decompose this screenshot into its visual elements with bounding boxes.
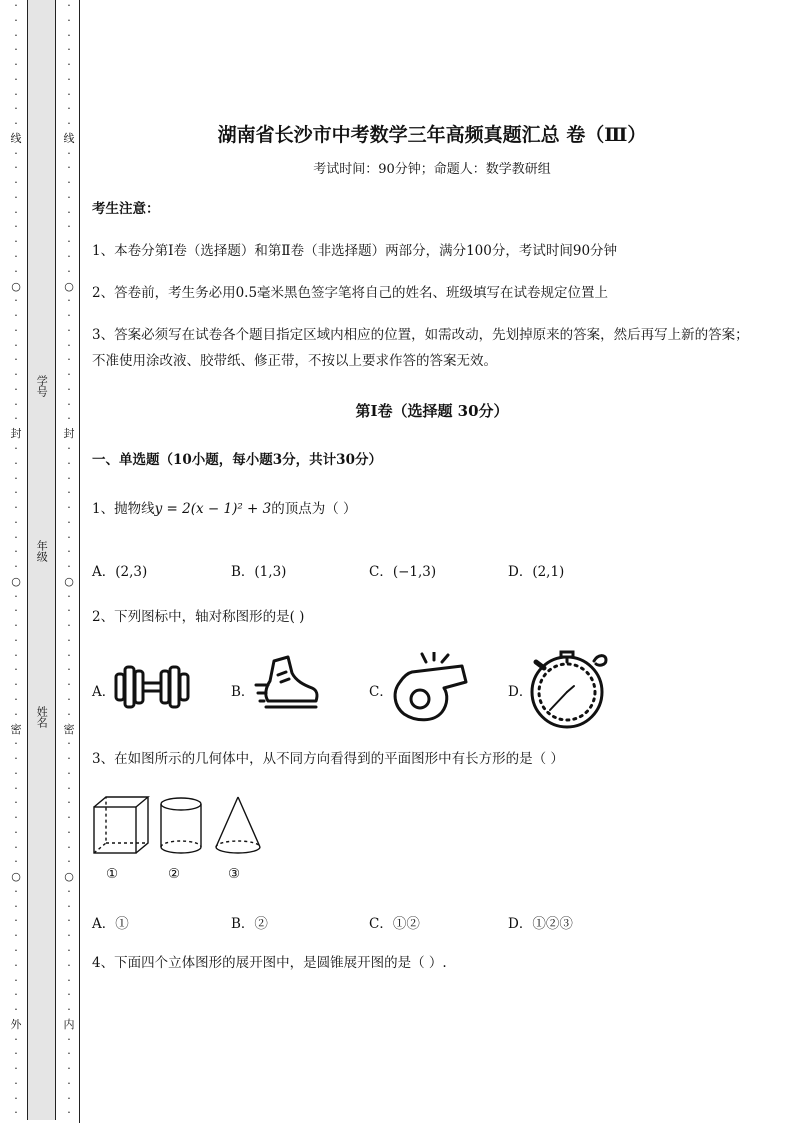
outer-margin-label-5: ○ [11,870,21,884]
inner-margin-dot: · [67,1106,71,1120]
inner-margin-dot: · [67,899,71,913]
sneaker-icon [254,655,320,717]
notice-item-2: 2、答卷前，考生务必用0.5毫米黑色签字笔将自己的姓名、班级填写在试卷规定位置上 [92,285,609,301]
figure-label-3: ③ [228,866,241,882]
outer-margin-dot: · [14,412,18,426]
outer-margin-dot: · [14,663,18,677]
inner-margin-dot: · [67,501,71,515]
inner-margin-dot: · [67,633,71,647]
outer-margin-dot: · [14,382,18,396]
inner-margin-dot: · [67,929,71,943]
outer-margin-dot: · [14,161,18,175]
inner-margin-dot: · [67,1003,71,1017]
outer-margin-dot: · [14,515,18,529]
outer-margin-dot: · [14,737,18,751]
outer-margin-dot: · [14,176,18,190]
q3-option-a[interactable]: A．① [92,916,129,932]
inner-margin-dot: · [67,811,71,825]
inner-margin-dot: · [67,412,71,426]
inner-margin-dot: · [67,220,71,234]
inner-margin-label-5: ○ [64,870,74,884]
outer-margin-dot: · [14,456,18,470]
inner-margin-dot: · [67,102,71,116]
inner-margin-dot: · [67,1076,71,1090]
outer-margin-dot: · [14,811,18,825]
outer-margin-dot: · [14,884,18,898]
inner-margin-dot: · [67,368,71,382]
outer-margin-dot: · [14,323,18,337]
inner-margin-dot: · [67,663,71,677]
outer-margin-label-0: 线 [10,131,22,145]
inner-margin-dot: · [67,840,71,854]
inner-margin-dot: · [67,117,71,131]
inner-margin-dot: · [67,1091,71,1105]
inner-margin-dot: · [67,692,71,706]
inner-margin-dot: · [67,545,71,559]
outer-margin-dot: · [14,87,18,101]
inner-margin-dot: · [67,397,71,411]
field-xuehao [27,375,56,403]
inner-margin-dot: · [67,309,71,323]
outer-margin-dot: · [14,264,18,278]
inner-margin-dot: · [67,737,71,751]
outer-margin-label-4: 密 [10,722,22,736]
outer-margin-dot: · [14,825,18,839]
outer-margin-label-2: 封 [10,427,22,441]
outer-margin-dot: · [14,235,18,249]
inner-margin-dot: · [67,1032,71,1046]
field-xingming [27,706,56,734]
inner-margin-label-6: 内 [63,1017,75,1031]
cube-figure [92,795,152,857]
outer-margin-dot: · [14,338,18,352]
inner-margin-dot: · [67,0,71,12]
outer-margin-dot: · [14,944,18,957]
field-label-text: 年级 [35,540,49,562]
outer-margin-dot: · [14,766,18,780]
inner-margin-label-2: 封 [63,427,75,441]
inner-margin-dot: · [67,678,71,692]
outer-margin-dot: · [14,855,18,869]
outer-margin-dot: · [14,707,18,721]
inner-margin-dot: · [67,707,71,721]
q2-option-d[interactable]: D． [508,684,533,700]
cylinder-figure [158,795,204,857]
question-1-suffix: 的顶点为（ ） [271,501,357,517]
inner-margin-dot: · [67,884,71,898]
outer-margin-dot: · [14,250,18,264]
outer-margin-dot: · [14,619,18,633]
inner-margin-dot: · [67,973,71,987]
inner-margin-dot: · [67,1047,71,1061]
binding-margin-outer [9,0,23,1123]
outer-margin-dot: · [14,1091,18,1105]
inner-margin-dot: · [67,1062,71,1076]
outer-margin-dot: · [14,1062,18,1076]
outer-margin-dot: · [14,205,18,219]
outer-margin-dot: · [14,899,18,913]
cone-figure [212,795,264,857]
field-label-text: 姓名 [35,706,49,728]
outer-margin-dot: · [14,1047,18,1061]
q3-option-c[interactable]: C．①② [369,916,420,932]
inner-margin-dot: · [67,914,71,928]
inner-margin-label-3: ○ [64,574,74,588]
outer-margin-dot: · [14,58,18,72]
notice-heading: 考生注意： [92,201,160,217]
outer-margin-dot: · [14,648,18,662]
notice-item-3: 3、答案必须写在试卷各个题目指定区域内相应的位置，如需改动，先划掉原来的答案，然后再写上新的答案；不准使用涂改液、胶带纸、修正带，不按以上要求作答的答案无效。 [92,327,749,369]
inner-margin-dot: · [67,146,71,160]
inner-margin-dot: · [67,58,71,72]
question-3-stem: 3、在如图所示的几何体中，从不同方向看得到的平面图形中有长方形的是（ ） [92,751,564,767]
outer-margin-dot: · [14,117,18,131]
outer-margin-dot: · [14,530,18,544]
inner-margin-dot: · [67,382,71,396]
outer-margin-dot: · [14,28,18,42]
outer-margin-dot: · [14,604,18,618]
inner-margin-dot: · [67,250,71,264]
inner-margin-dot: · [67,589,71,603]
inner-margin-dot: · [67,604,71,618]
question-1-stem [92,496,752,522]
outer-margin-dot: · [14,1076,18,1090]
inner-margin-dot: · [67,752,71,766]
outer-margin-dot: · [14,1106,18,1120]
inner-margin-dot: · [67,648,71,662]
inner-margin-dot: · [67,560,71,574]
outer-margin-dot: · [14,220,18,234]
outer-margin-dot: · [14,146,18,160]
inner-margin-dot: · [67,781,71,795]
q1-option-a[interactable]: A．(2,3) [92,564,148,580]
question-1-formula: y = 2(x − 1)² + 3 [154,501,272,517]
field-nianji [27,540,56,568]
outer-margin-dot: · [14,441,18,455]
inner-margin-dot: · [67,294,71,308]
outer-margin-dot: · [14,929,18,943]
inner-margin-dot: · [67,43,71,57]
q2-option-b[interactable]: B． [231,684,255,700]
inner-margin-label-0: 线 [63,131,75,145]
inner-margin-label-1: ○ [64,279,74,293]
stopwatch-icon [528,650,612,730]
outer-margin-dot: · [14,781,18,795]
q3-option-b[interactable]: B．② [231,916,268,932]
outer-margin-dot: · [14,486,18,500]
outer-margin-dot: · [14,501,18,515]
inner-margin-dot: · [67,944,71,957]
inner-margin-dot: · [67,441,71,455]
outer-margin-dot: · [14,752,18,766]
inner-margin-dot: · [67,235,71,249]
outer-margin-dot: · [14,1003,18,1017]
inner-margin-dot: · [67,456,71,470]
whistle-icon [390,652,472,724]
exam-subtitle: 考试时间：90分钟；命题人：数学教研组 [313,162,551,177]
outer-margin-dot: · [14,692,18,706]
outer-margin-dot: · [14,796,18,810]
inner-margin-dot: · [67,28,71,42]
q2-option-c[interactable]: C． [369,684,393,700]
outer-margin-dot: · [14,190,18,204]
outer-margin-dot: · [14,43,18,57]
outer-margin-dot: · [14,471,18,485]
inner-margin-dot: · [67,988,71,1002]
inner-margin-label-4: 密 [63,722,75,736]
part-title: 第Ⅰ卷（选择题 30分） [355,402,509,420]
outer-margin-dot: · [14,840,18,854]
inner-margin-dot: · [67,958,71,972]
inner-margin-dot: · [67,471,71,485]
outer-margin-dot: · [14,309,18,323]
inner-margin-dot: · [67,619,71,633]
inner-margin-dot: · [67,72,71,86]
outer-margin-label-1: ○ [11,279,21,293]
inner-margin-dot: · [67,205,71,219]
outer-margin-dot: · [14,988,18,1002]
outer-margin-dot: · [14,397,18,411]
inner-margin-dot: · [67,161,71,175]
notice-item-1: 1、本卷分第Ⅰ卷（选择题）和第Ⅱ卷（非选择题）两部分，满分100分，考试时间90分钟 [92,243,618,259]
outer-margin-dot: · [14,545,18,559]
inner-margin-dot: · [67,176,71,190]
outer-margin-dot: · [14,589,18,603]
inner-margin-dot: · [67,766,71,780]
inner-margin-dot: · [67,486,71,500]
inner-margin-dot: · [67,264,71,278]
outer-margin-dot: · [14,0,18,12]
outer-margin-label-6: 外 [10,1017,22,1031]
inner-margin-dot: · [67,87,71,101]
dumbbell-icon [114,662,190,712]
outer-margin-dot: · [14,72,18,86]
exam-title: 湖南省长沙市中考数学三年高频真题汇总 卷（Ⅲ） [217,124,647,146]
inner-margin-dot: · [67,338,71,352]
outer-margin-dot: · [14,13,18,27]
section-heading: 一、单选题（10小题，每小题3分，共计30分） [92,452,382,468]
question-4-stem: 4、下面四个立体图形的展开图中，是圆锥展开图的是（ ）. [92,955,447,971]
outer-margin-dot: · [14,678,18,692]
q1-option-b[interactable]: B．(1,3) [231,564,287,580]
outer-margin-dot: · [14,560,18,574]
field-label-text: 学号 [35,375,49,397]
inner-margin-dot: · [67,825,71,839]
inner-margin-dot: · [67,190,71,204]
inner-margin-dot: · [67,323,71,337]
outer-margin-label-3: ○ [11,574,21,588]
outer-margin-dot: · [14,958,18,972]
outer-margin-dot: · [14,973,18,987]
inner-margin-dot: · [67,353,71,367]
outer-margin-dot: · [14,353,18,367]
outer-margin-dot: · [14,368,18,382]
outer-margin-dot: · [14,633,18,647]
q2-option-a[interactable]: A． [92,684,116,700]
q1-option-d[interactable]: D．(2,1) [508,564,565,580]
inner-margin-dot: · [67,855,71,869]
figure-label-2: ② [168,866,181,882]
binding-margin-inner [62,0,76,1123]
inner-margin-dot: · [67,530,71,544]
question-2-stem: 2、下列图标中，轴对称图形的是( ) [92,609,305,625]
inner-margin-dot: · [67,796,71,810]
outer-margin-dot: · [14,914,18,928]
q3-option-d[interactable]: D．①②③ [508,916,573,932]
inner-margin-dot: · [67,13,71,27]
outer-margin-dot: · [14,1032,18,1046]
binding-rule [79,0,80,1123]
outer-margin-dot: · [14,294,18,308]
question-1-prefix: 1、抛物线 [92,501,155,517]
q1-option-c[interactable]: C．(−1,3) [369,564,437,580]
outer-margin-dot: · [14,102,18,116]
inner-margin-dot: · [67,515,71,529]
figure-label-1: ① [106,866,119,882]
